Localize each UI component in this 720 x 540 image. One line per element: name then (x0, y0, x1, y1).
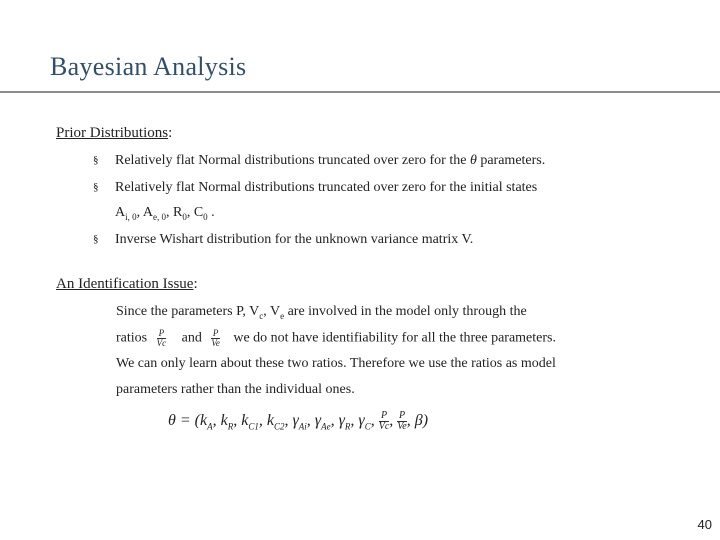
ident-l1-c: are involved in the model only through the (284, 304, 527, 319)
ident-sub-e: e (280, 310, 285, 321)
ident-line-3: We can only learn about these two ratios. Therefore we use the ratios as model (116, 356, 556, 371)
state-sub-r0: 0 (182, 211, 187, 222)
formula-term: , γ (330, 412, 345, 430)
formula-sub: C2 (273, 421, 285, 432)
page-number: 40 (697, 517, 712, 532)
formula-sub: Ae (321, 421, 331, 432)
ratio-denominator: Vc (156, 338, 167, 348)
theta-formula (168, 411, 428, 432)
prior-heading-text: Prior Distributions (56, 125, 169, 141)
state-end: . (207, 205, 215, 220)
formula-term: , k (212, 412, 228, 430)
formula-term: , γ (284, 412, 299, 430)
formula-sub: A (207, 421, 213, 432)
and-word: and (181, 330, 202, 346)
prior-bullet-2-states (115, 205, 215, 222)
formula-ratio-ve (397, 411, 406, 432)
state-a: A (115, 205, 126, 220)
state-sep: , C (186, 205, 204, 220)
bullet-2-line-1: Relatively flat Normal distributions truncated over zero for the initial states (115, 180, 538, 195)
bullet-icon: § (93, 154, 99, 166)
state-sep: , A (136, 205, 153, 220)
ident-heading-colon: : (193, 276, 198, 292)
ident-line-4: parameters rather than the individual ones. (116, 382, 355, 397)
ratio-denominator: Ve (211, 338, 220, 348)
bullet-icon: § (93, 181, 99, 193)
ident-l1-a: Since the parameters P, V (116, 304, 260, 319)
bullet-1-text-a: Relatively flat Normal distributions truncated over zero for the (115, 153, 467, 168)
prior-bullet-3 (93, 232, 473, 248)
bullet-3-text: Inverse Wishart distribution for the unknown variance matrix V. (115, 232, 474, 247)
prior-heading (56, 125, 172, 142)
formula-lhs: θ = (k (168, 412, 208, 430)
formula-sub: R (344, 421, 351, 432)
formula-den: Ve (397, 421, 407, 432)
formula-sub: C1 (248, 421, 259, 432)
state-sub-c0: 0 (203, 211, 208, 222)
formula-term: , k (258, 412, 274, 430)
formula-den: Vc (378, 421, 390, 432)
bullet-1-text-b: parameters. (480, 153, 546, 168)
formula-num: P (398, 410, 406, 421)
slide-title: Bayesian Analysis (50, 52, 247, 81)
ratio-p-over-vc (157, 329, 167, 348)
ratios-word: ratios (116, 330, 148, 346)
ratio-numerator: P (212, 328, 219, 338)
formula-term: , γ (306, 412, 322, 430)
prior-heading-colon: : (168, 125, 173, 141)
state-sub-e0: e, 0 (152, 211, 166, 222)
ratio-numerator: P (158, 328, 165, 338)
prior-bullet-1 (93, 153, 545, 169)
ident-line-2 (116, 329, 556, 348)
state-sub-i0: i, 0 (125, 211, 137, 222)
prior-bullet-2 (93, 180, 537, 196)
formula-sep: , (370, 412, 375, 430)
ident-l1-b: , V (263, 304, 281, 319)
formula-tail: , β) (406, 412, 429, 430)
ident-heading-text: An Identification Issue (56, 276, 194, 292)
title-divider (0, 91, 720, 93)
theta-symbol: θ (469, 153, 477, 168)
formula-sub: C (364, 421, 371, 432)
formula-term: , γ (350, 412, 365, 430)
formula-num: P (379, 411, 390, 422)
bullet-icon: § (93, 233, 99, 245)
formula-sub: Ai (298, 421, 307, 432)
state-sep: , R (165, 205, 183, 220)
ratio-p-over-ve (211, 329, 220, 348)
ident-l2-rest: we do not have identifiability for all the three parameters. (233, 330, 556, 346)
formula-sep: , (389, 412, 394, 430)
ident-sub-c: c (259, 310, 264, 321)
formula-term: , k (233, 412, 249, 430)
ident-heading (56, 276, 198, 293)
ident-line-1 (116, 304, 527, 321)
formula-sub: R (227, 421, 234, 432)
formula-ratio-vc (379, 411, 390, 432)
